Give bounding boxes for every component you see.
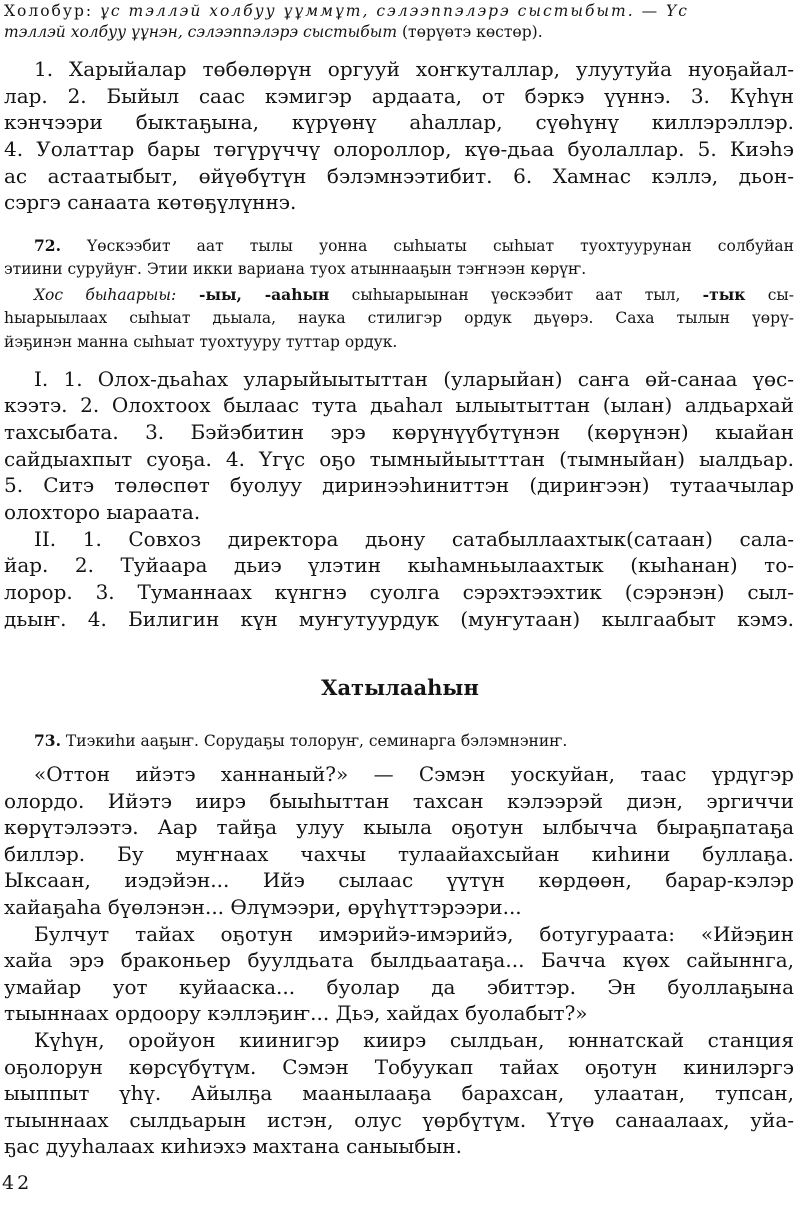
text-paragraph1-line: биллэр. Бу муҥнаах чахчы тулаайахсыйан киһини буллаҕа. [4,842,794,866]
exercise72-hint-line: һыарыылаах сыһыат дьыала, наука стилигэр ордук дьүөрэ. Саха тылын үөрү- [4,309,794,327]
exercise72-instruction-line-2: этиини суруйуҥ. Этии икки вариана туох атыннааҕын тэҥнээн көрүҥ. [4,260,587,278]
exercise-number: 72. [34,236,61,255]
rule-example-line-1 [4,2,794,20]
rule-example-note: (төрүөтэ көстөр). [397,23,543,41]
text-paragraph1-line: көрүтэлээтэ. Аар тайҕа улуу кыыла оҕотун ылбычча быраҕпатаҕа [4,815,794,839]
text-paragraph2-line: хайа эрэ браконьер буулдьата былдьаатаҕа... Бачча күөх сайыннга, [4,948,794,972]
exercise71-line: лар. 2. Быйыл саас кэмигэр ардаата, от бэркэ үүннэ. 3. Күһүн [4,84,794,108]
text-paragraph3-line: оҕолорун көрсүбүтүм. Сэмэн Тобуукап тайах оҕотун кинилэргэ [4,1055,794,1079]
text-paragraph1-line: «Оттон ийэтэ ханнаный?» — Сэмэн уоскуйан, таас үрдүгэр [34,762,794,786]
rule-example-text: ұс тэллэй холбуу ұұммұт, сэлээппэлэрэ сыстыбыт. — Үс [93,2,689,20]
text-paragraph3-line: тыыннаах сылдьарын истэн, олус үөрбүтүм. Үтүө санаалаах, уйа- [4,1108,794,1132]
exercise72-hint-line: йэҕинэн манна сыһыат туохтууру туттар ордук. [4,333,398,351]
rule-example-label: Холобур: [4,2,94,20]
page-number: 42 [2,1172,33,1194]
text-paragraph2-line: тыыннаах ордоору кэллэҕиҥ... Дьэ, хайдах буолабыт?» [4,1001,588,1025]
text-paragraph1-line: олордо. Ийэтэ иирэ быыһыттан тахсан кэлээрэй диэн, эргиччи [4,789,794,813]
exercise72-part1-line: кээтэ. 2. Олохтоох былаас тута дьаһал ылыытыттан (ылан) алдьархай [4,393,794,417]
hint-label: Хос быһаарыы: [34,286,177,304]
exercise72-part2-line: лорор. 3. Туманнаах күнгнэ суолга сэрэхтээхтик (сэрэнэн) сыл- [4,580,794,604]
text-paragraph1-line: хайаҕаһа бүөлэнэн... Өлүмээри, өрүһүттэрээри... [4,895,522,919]
text-paragraph2-line: умайар уот куйааска... буолар да эбиттэр. Эн буоллаҕына [4,975,794,999]
exercise71-line: 4. Уолаттар бары төгүрүччү олороллор, күө-дьаа буолаллар. 5. Киэһэ [4,137,794,161]
exercise-number: 73. [34,731,61,750]
exercise72-part2-line: йар. 2. Туйаара дьиэ үлэтин кыһамньылаахтык (кыһанан) то- [4,553,794,577]
exercise72-hint-line-1: Хос быһаарыы: -ыы, -ааһын сыһыарыынан үөскээбит аат тыл, -тык сы- [34,285,794,304]
text-paragraph1-line: Ыксаан, иэдэйэн... Ийэ сылаас үүтүн көрдөөн, барар-кэлэр [4,868,794,892]
exercise73-instruction: 73. Тиэкиһи ааҕыҥ. Сорудаҕы толоруҥ, семинарга бэлэмнэниҥ. [34,731,568,750]
exercise72-part2-line: дьыҥ. 4. Билигин күн муҥутуурдук (муҥутаан) кылгаабыт кэмэ. [4,607,794,631]
text-paragraph3-line: ыыппыт үһү. Айылҕа маанылааҕа барахсан, улаатан, тупсан, [4,1081,794,1105]
exercise72-part1-line: 5. Ситэ төлөспөт буолуу диринээһиниттэн (дириҥээн) тутаачылар [4,473,794,497]
text-paragraph3-line: Күһүн, оройуон киинигэр киирэ сылдьан, юннатскай станция [34,1028,794,1052]
exercise72-part1-line: олохторо ыараата. [4,500,201,524]
rule-example-line-2 [4,23,794,41]
exercise72-part2-line: II. 1. Совхоз директора дьону сатабыллаахтык(сатаан) сала- [34,527,794,551]
exercise71-line: ас астаатыбыт, өйүөбүтүн бэлэмнээтибит. 6. Хамнас кэллэ, дьон- [4,164,794,188]
exercise71-line: кэнчээри быктаҕына, күрүөнү аһаллар, сүөһүнү киллэрэллэр. [4,110,794,134]
text-paragraph3-line: ҕас дууһалаах киһиэхэ махтана саныыбын. [4,1134,462,1158]
rule-example-text: тэллэй холбуу ұұнэн, сэлээппэлэрэ сыстыбыт [4,23,398,41]
exercise71-line: 1. Харыйалар төбөлөрүн оргууй хоҥкуталлар, улуутуйа нуоҕайал- [34,57,794,81]
exercise72-part1-line: сайдыахпыт суоҕа. 4. Үгүс оҕо тымныйыытттан (тымныйан) ыалдьар. [4,447,794,471]
text-paragraph2-line: Булчут тайах оҕотун имэрийэ-имэрийэ, ботугураата: «Ийэҕин [34,922,794,946]
section-heading: Хатылааһын [321,675,479,700]
exercise71-line: сэргэ санаата көтөҕүлүннэ. [4,190,297,214]
exercise72-part1-line: тахсыбата. 3. Бэйэбитин эрэ көрүнүүбүтүнэн (көрүнэн) кыайан [4,420,794,444]
exercise72-instruction-line-1: 72. Үөскээбит аат тылы уонна сыһыаты сыһыат туохтуурунан солбуйан [34,236,794,255]
exercise72-part1-line: I. 1. Олох-дьаһах уларыйыытыттан (уларыйан) саҥа өй-санаа үөс- [34,367,794,391]
